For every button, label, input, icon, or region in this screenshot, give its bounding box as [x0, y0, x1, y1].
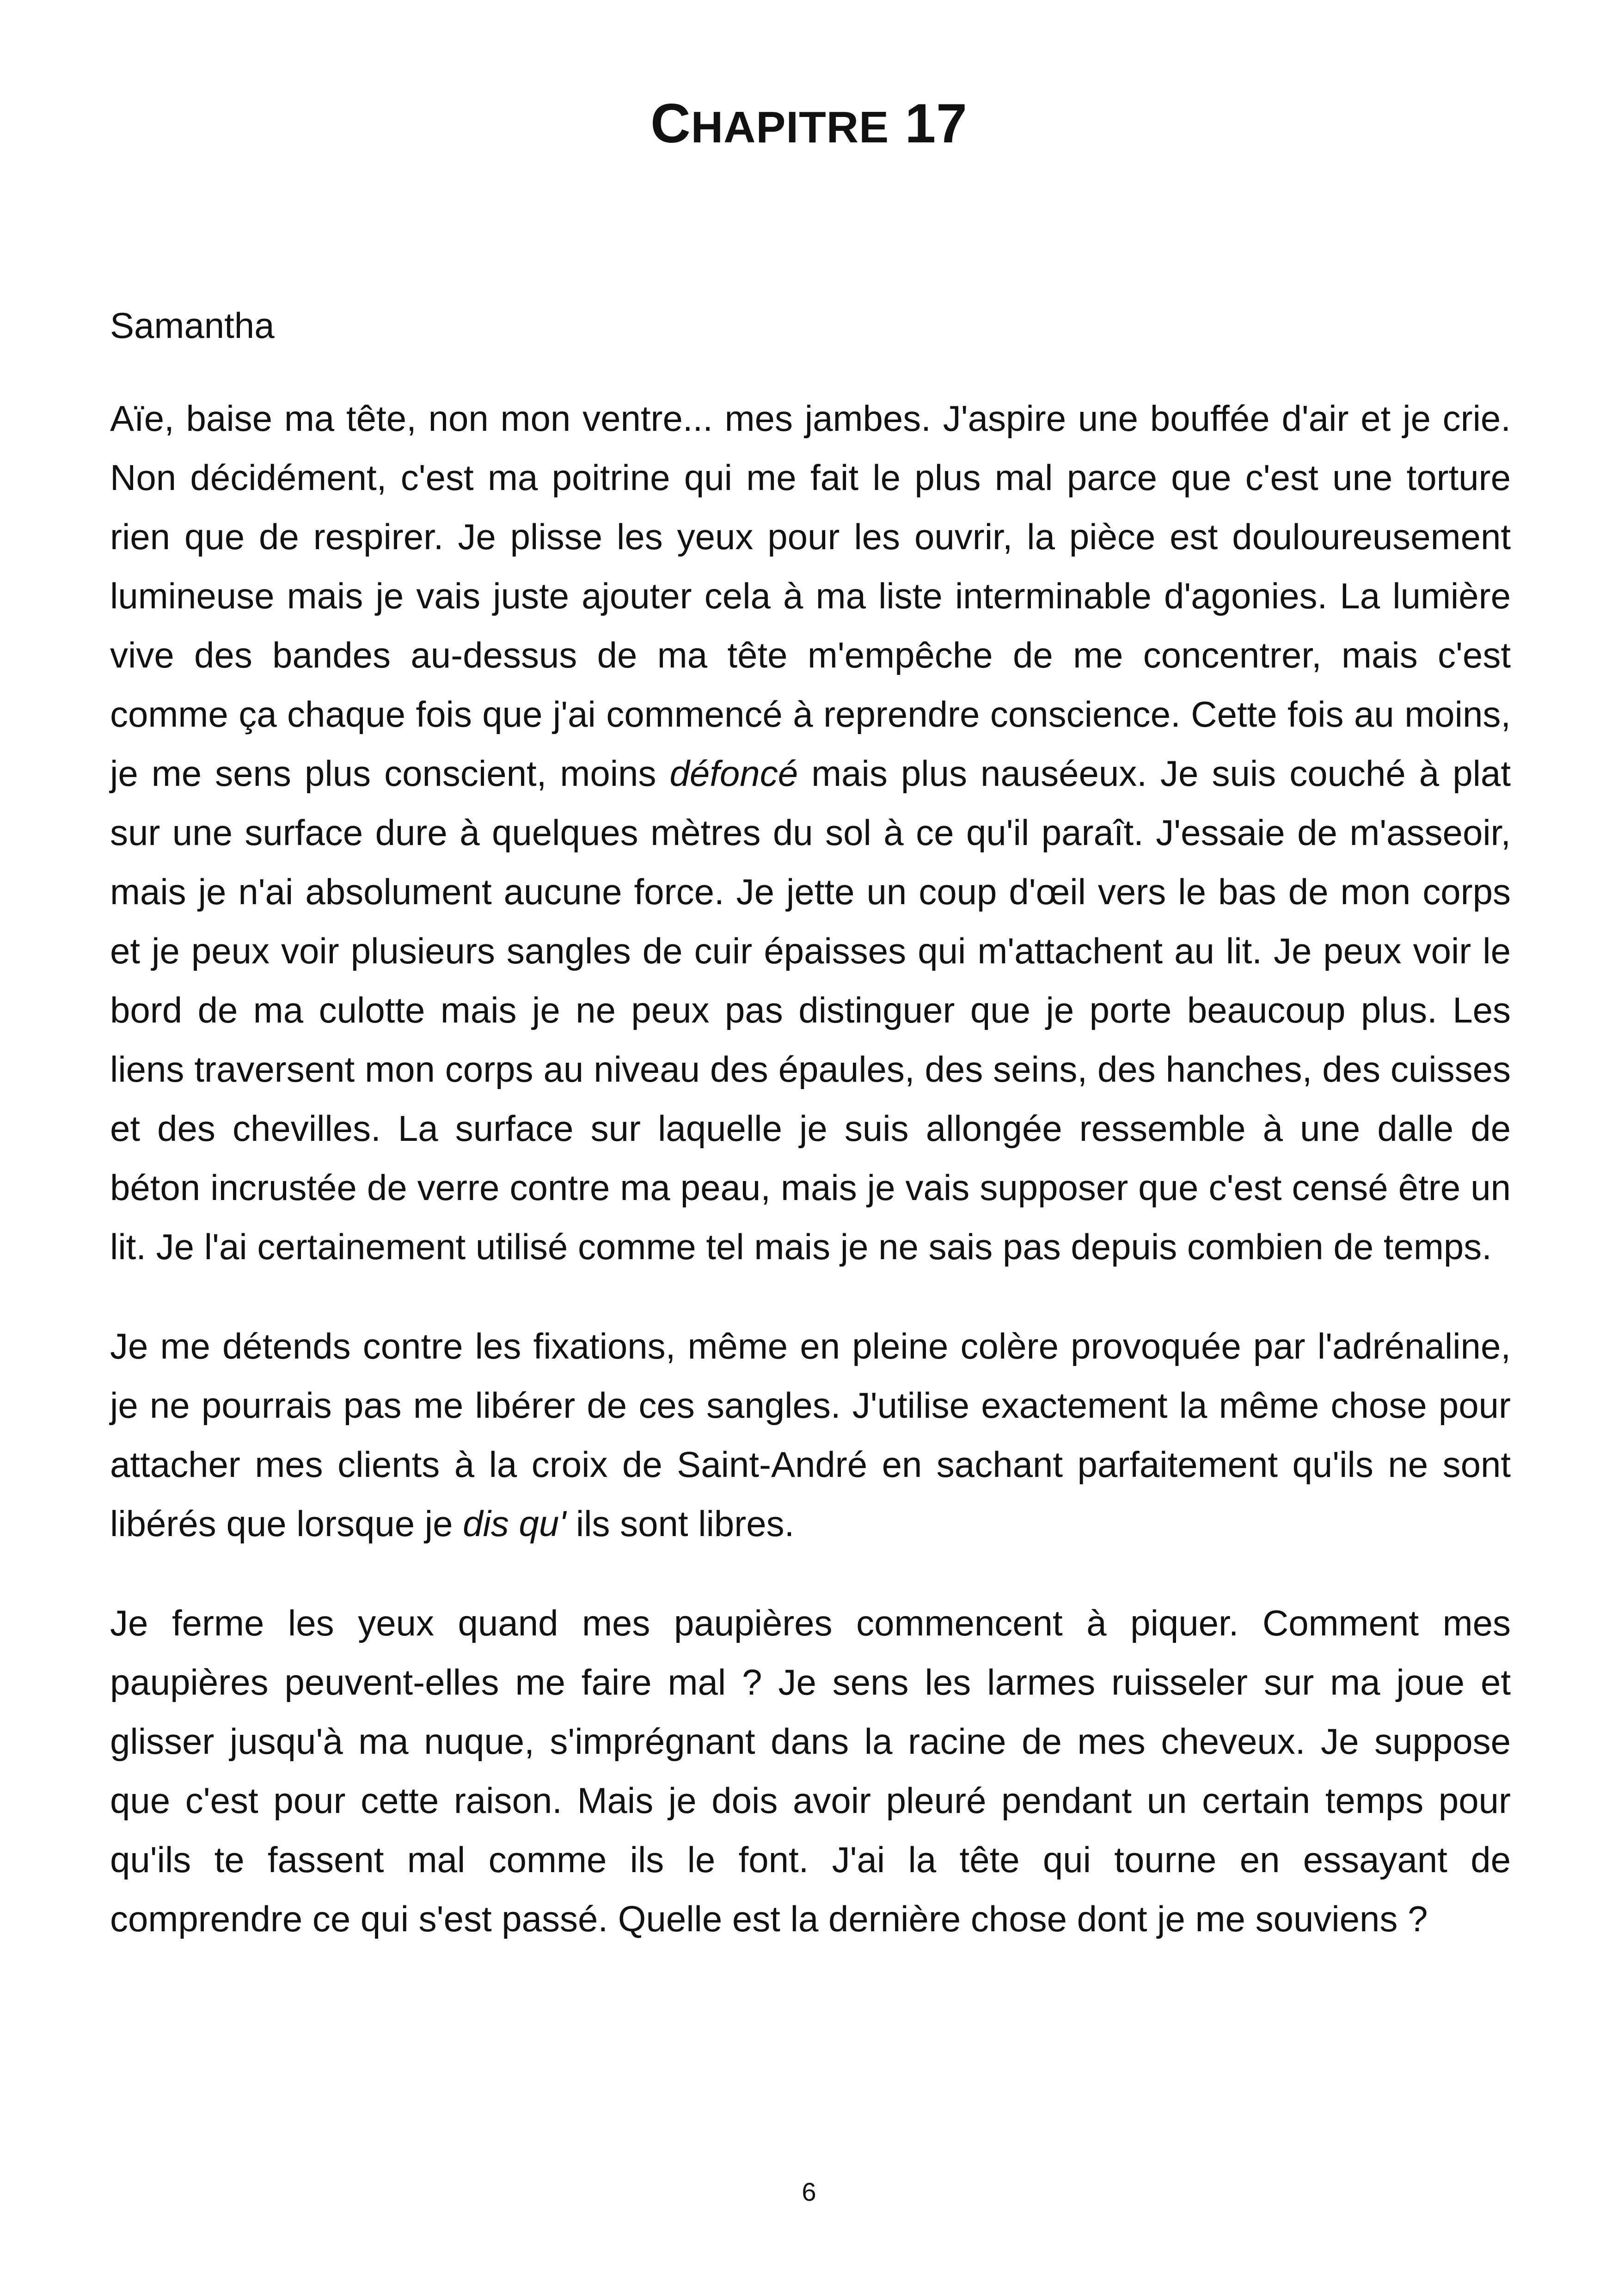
- chapter-body: [110, 296, 1511, 1989]
- page-number: 6: [802, 2177, 816, 2206]
- paragraph: [110, 389, 1511, 1276]
- paragraph-text: Je me détends contre les fixations, même en pleine colère provoquée par l'adrénaline, je ne pourrais pas me libérer de ces sangles. J'utilise exactement la même chose pour attacher mes clients à la croix de Saint-André en sachant parfaitement qu'ils ne sont libérés que lorsque je: [110, 1326, 1511, 1544]
- italic-emphasis: dis qu': [463, 1503, 566, 1544]
- speaker-name: Samantha: [110, 305, 275, 346]
- paragraph: [110, 1316, 1511, 1553]
- chapter-title-rest: HAPITRE: [691, 103, 889, 152]
- paragraph: [110, 1593, 1511, 1948]
- paragraph-text: Je ferme les yeux quand mes paupières commencent à piquer. Comment mes paupières peuvent-elles me faire mal ? Je sens les larmes ruisseler sur ma joue et glisser jusqu'à ma nuque, s'imprégnant dans la racine de mes cheveux. Je suppose que c'est pour cette raison. Mais je dois avoir pleuré pendant un certain temps pour qu'ils te fassent mal comme ils le font. J'ai la tête qui tourne en essayant de comprendre ce qui s'est passé. Quelle est la dernière chose dont je me souviens ?: [110, 1603, 1511, 1939]
- chapter-number: 17: [905, 92, 968, 154]
- paragraph-text: Aïe, baise ma tête, non mon ventre... mes jambes. J'aspire une bouffée d'air et je crie. Non décidément, c'est ma poitrine qui me fait le plus mal parce que c'est une torture rien que de respirer. Je plisse les yeux pour les ouvrir, la pièce est douloureusement lumineuse mais je vais juste ajouter cela à ma liste interminable d'agonies. La lumière vive des bandes au-dessus de ma tête m'empêche de me concentrer, mais c'est comme ça chaque fois que j'ai commencé à reprendre conscience. Cette fois au moins, je me sens plus conscient, moins: [110, 398, 1511, 794]
- chapter-title: [0, 90, 1618, 157]
- paragraph-text: mais plus nauséeux. Je suis couché à plat sur une surface dure à quelques mètres du sol à ce qu'il paraît. J'essaie de m'asseoir, mais je n'ai absolument aucune force. Je jette un coup d'œil vers le bas de mon corps et je peux voir plusieurs sangles de cuir épaisses qui m'attachent au lit. Je peux voir le bord de ma culotte mais je ne peux pas distinguer que je porte beaucoup plus. Les liens traversent mon corps au niveau des épaules, des seins, des hanches, des cuisses et des chevilles. La surface sur laquelle je suis allongée ressemble à une dalle de béton incrustée de verre contre ma peau, mais je vais supposer que c'est censé être un lit. Je l'ai certainement utilisé comme tel mais je ne sais pas depuis combien de temps.: [110, 753, 1511, 1267]
- italic-emphasis: défoncé: [669, 753, 798, 794]
- chapter-title-initial: C: [650, 92, 691, 154]
- paragraph-text: ils sont libres.: [566, 1503, 795, 1544]
